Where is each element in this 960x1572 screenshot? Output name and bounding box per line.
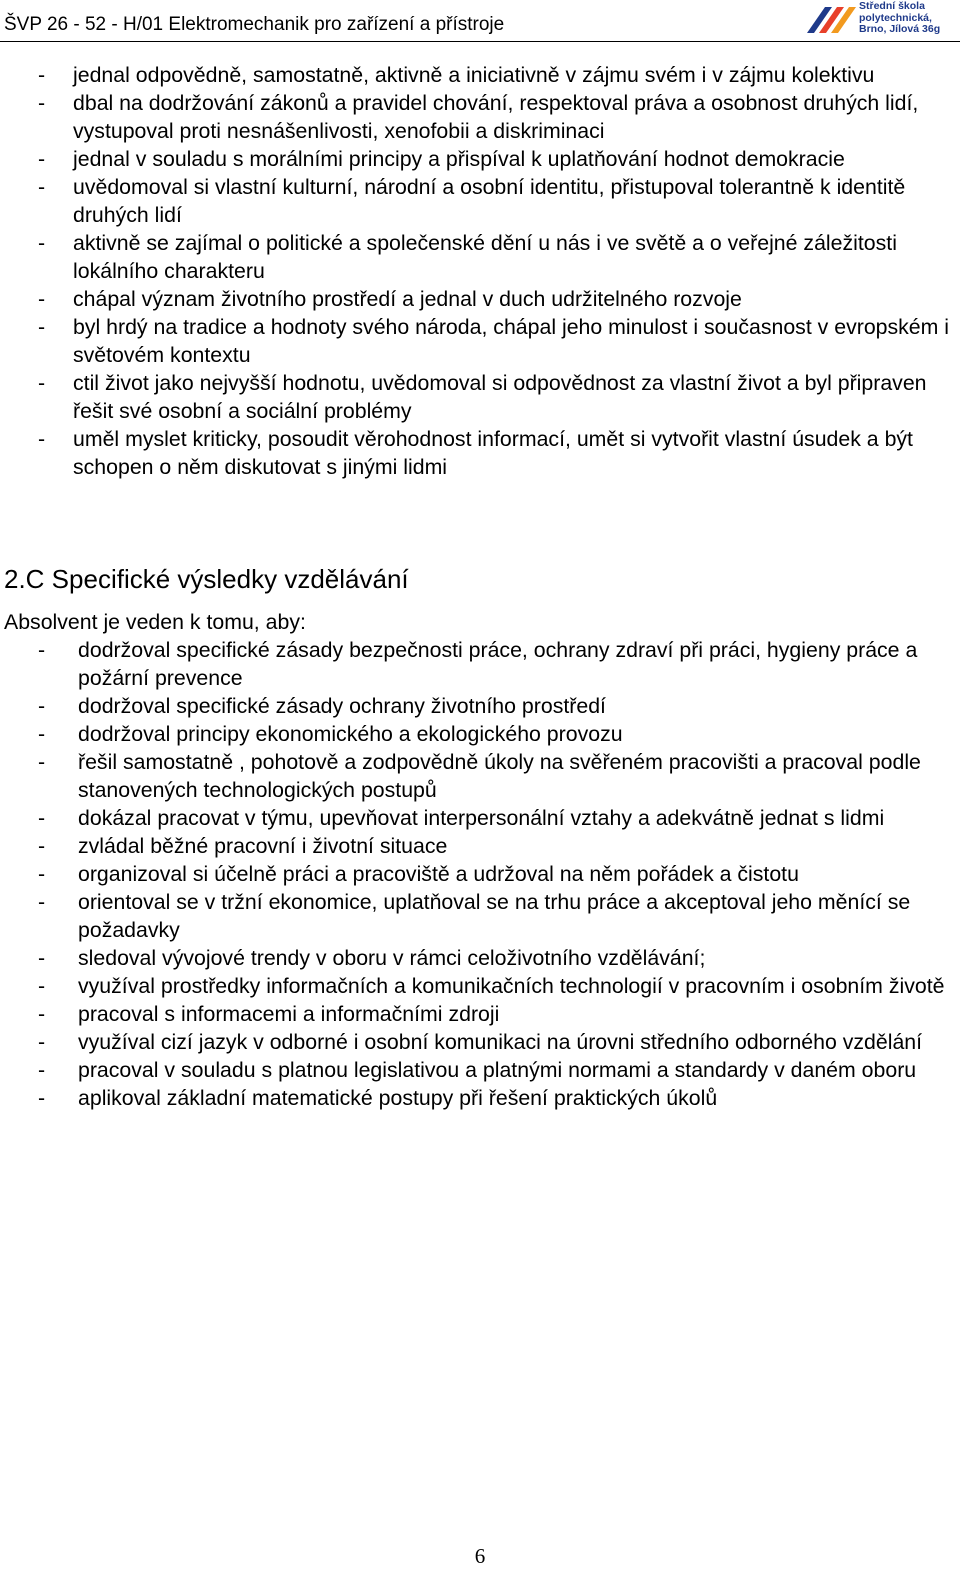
list-item bbox=[38, 145, 953, 173]
list-marker: - bbox=[38, 1002, 46, 1026]
list-item bbox=[38, 860, 958, 888]
list-marker: - bbox=[38, 427, 46, 451]
list-item-text: dodržoval specifické zásady ochrany životního prostředí bbox=[78, 694, 606, 718]
list-item-text: uměl myslet kriticky, posoudit věrohodnost informací, umět si vytvořit vlastní úsudek a být schopen o něm diskutovat s jinými lidmi bbox=[73, 427, 913, 479]
list-marker: - bbox=[38, 1030, 46, 1054]
list-marker: - bbox=[38, 1086, 46, 1110]
list-marker: - bbox=[38, 315, 46, 339]
list-item-text: ctil život jako nejvyšší hodnotu, uvědomoval si odpovědnost za vlastní život a byl připraven řešit své osobní a sociální problémy bbox=[73, 371, 927, 423]
list-item-text: organizoval si účelně práci a pracoviště a udržoval na něm pořádek a čistotu bbox=[78, 862, 799, 886]
logo-text bbox=[859, 1, 940, 36]
list-item bbox=[38, 1028, 958, 1056]
list-item-text: orientoval se v tržní ekonomice, uplatňoval se na trhu práce a akceptoval jeho měnící se požadavky bbox=[78, 890, 911, 942]
list-item-text: dokázal pracovat v týmu, upevňovat interpersonální vztahy a adekvátně jednat s lidmi bbox=[78, 806, 885, 830]
attitudes-list bbox=[38, 61, 953, 481]
logo-line-2: polytechnická, bbox=[859, 11, 932, 24]
section-intro: Absolvent je veden k tomu, aby: bbox=[4, 610, 306, 634]
list-marker: - bbox=[38, 946, 46, 970]
header-divider bbox=[0, 41, 960, 42]
list-marker: - bbox=[38, 834, 46, 858]
list-item-text: byl hrdý na tradice a hodnoty svého národa, chápal jeho minulost i současnost v evropském i světovém kontextu bbox=[73, 315, 950, 367]
list-item bbox=[38, 888, 958, 944]
list-item bbox=[38, 692, 958, 720]
list-item bbox=[38, 832, 958, 860]
list-marker: - bbox=[38, 231, 46, 255]
list-marker: - bbox=[38, 890, 46, 914]
list-marker: - bbox=[38, 722, 46, 746]
list-marker: - bbox=[38, 974, 46, 998]
logo-line-3: Brno, Jílová 36g bbox=[859, 23, 941, 35]
list-item-text: pracoval v souladu s platnou legislativou a platnými normami a standardy v daném oboru bbox=[78, 1058, 917, 1082]
school-logo bbox=[805, 1, 960, 39]
list-item-text: řešil samostatně , pohotově a zodpovědně úkoly na svěřeném pracovišti a pracoval podle stanovených technologických postupů bbox=[78, 750, 921, 802]
list-item bbox=[38, 1056, 958, 1084]
specific-outcomes-list bbox=[38, 636, 958, 1112]
list-item-text: využíval cizí jazyk v odborné i osobní komunikaci na úrovni středního odborného vzdělání bbox=[78, 1030, 923, 1054]
list-marker: - bbox=[38, 638, 46, 662]
school-logo-stripes-icon bbox=[805, 3, 857, 37]
list-marker: - bbox=[38, 862, 46, 886]
list-marker: - bbox=[38, 91, 46, 115]
list-item-text: dodržoval principy ekonomického a ekologického provozu bbox=[78, 722, 623, 746]
page-number: 6 bbox=[474, 1544, 486, 1568]
list-item-text: dodržoval specifické zásady bezpečnosti práce, ochrany zdraví při práci, hygieny práce a požární prevence bbox=[78, 638, 918, 690]
list-item-text: sledoval vývojové trendy v oboru v rámci celoživotního vzdělávání; bbox=[78, 946, 706, 970]
list-marker: - bbox=[38, 806, 46, 830]
list-marker: - bbox=[38, 63, 46, 87]
list-marker: - bbox=[38, 287, 46, 311]
list-marker: - bbox=[38, 175, 46, 199]
list-item bbox=[38, 804, 958, 832]
list-item bbox=[38, 285, 953, 313]
list-item bbox=[38, 1084, 958, 1112]
list-item-text: aktivně se zajímal o politické a společenské dění u nás i ve světě a o veřejné záležitosti lokálního charakteru bbox=[73, 231, 897, 283]
page-header bbox=[0, 0, 960, 44]
list-item-text: uvědomoval si vlastní kulturní, národní a osobní identitu, přistupoval tolerantně k identitě druhých lidí bbox=[73, 175, 906, 227]
list-item bbox=[38, 61, 953, 89]
logo-line-1: Střední škola bbox=[859, 0, 925, 12]
list-item-text: zvládal běžné pracovní i životní situace bbox=[78, 834, 448, 858]
list-marker: - bbox=[38, 1058, 46, 1082]
list-item bbox=[38, 1000, 958, 1028]
header-title: ŠVP 26 - 52 - H/01 Elektromechanik pro zařízení a přístroje bbox=[4, 14, 505, 35]
list-item-text: aplikoval základní matematické postupy při řešení praktických úkolů bbox=[78, 1086, 718, 1110]
list-marker: - bbox=[38, 147, 46, 171]
list-item bbox=[38, 173, 953, 229]
list-item bbox=[38, 972, 958, 1000]
list-marker: - bbox=[38, 371, 46, 395]
list-marker: - bbox=[38, 750, 46, 774]
list-item bbox=[38, 748, 958, 804]
list-item-text: využíval prostředky informačních a komunikačních technologií v pracovním i osobním životě bbox=[78, 974, 945, 998]
list-item bbox=[38, 369, 953, 425]
list-item bbox=[38, 944, 958, 972]
list-item-text: jednal v souladu s morálními principy a přispíval k uplatňování hodnot demokracie bbox=[73, 147, 845, 171]
list-item-text: jednal odpovědně, samostatně, aktivně a iniciativně v zájmu svém i v zájmu kolektivu bbox=[73, 63, 875, 87]
list-item bbox=[38, 720, 958, 748]
list-item bbox=[38, 313, 953, 369]
list-marker: - bbox=[38, 694, 46, 718]
list-item bbox=[38, 636, 958, 692]
list-item bbox=[38, 229, 953, 285]
list-item bbox=[38, 425, 953, 481]
list-item-text: dbal na dodržování zákonů a pravidel chování, respektoval práva a osobnost druhých lidí, vystupoval proti nesnášenlivosti, xenofobii a diskriminaci bbox=[73, 91, 919, 143]
list-item-text: chápal význam životního prostředí a jednal v duch udržitelného rozvoje bbox=[73, 287, 742, 311]
list-item bbox=[38, 89, 953, 145]
list-item-text: pracoval s informacemi a informačními zdroji bbox=[78, 1002, 500, 1026]
section-heading: 2.C Specifické výsledky vzdělávání bbox=[4, 564, 409, 594]
